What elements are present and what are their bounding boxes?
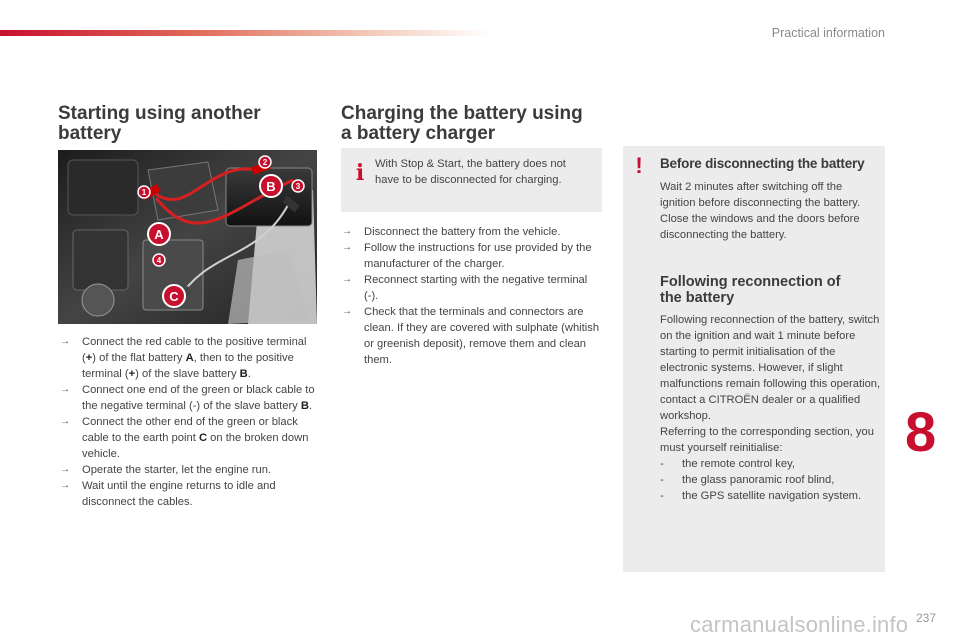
warning-box: [623, 146, 885, 572]
list-item: → Reconnect starting with the negative terminal (-).: [342, 272, 604, 304]
label-4: 4: [156, 256, 162, 265]
list-item: → Wait until the engine returns to idle and disconnect the cables.: [60, 478, 322, 510]
reconnection-text: Following reconnection of the battery, switch on the ignition and wait 1 minute before starting to permit initialisation of the electronic systems. However, if slight malfunctions remain following this operation, contact a CITROËN dealer or a qualified workshop. Referring to the corresponding section, you must yourself reinitialise: - the remote control key, - the glass panoramic roof blind, - the GPS satellite navigation system.: [660, 312, 882, 504]
label-1: 1: [141, 188, 147, 197]
jump-start-photo: [58, 150, 317, 324]
list-item: → Connect the red cable to the positive terminal (+) of the flat battery A, then to the positive terminal (+) of the slave battery B.: [60, 334, 322, 382]
watermark: carmanualsonline.info: [690, 612, 909, 637]
warning-icon: !: [635, 153, 643, 178]
list-item: → Operate the starter, let the engine run.: [60, 462, 322, 478]
info-box: [341, 148, 602, 212]
label-a: A: [154, 227, 164, 242]
info-icon: i: [355, 160, 365, 186]
list-item: → Check that the terminals and connectors are clean. If they are covered with sulphate (whitish or greenish deposit), remove them and clean them.: [342, 304, 604, 368]
list-item: - the remote control key,: [660, 456, 882, 472]
charging-steps: [342, 224, 604, 368]
header-accent-bar: [0, 30, 490, 36]
chapter-number: 8: [905, 400, 937, 463]
section-title: Practical information: [771, 26, 885, 40]
page-number: 237: [915, 611, 936, 625]
heading-charging-battery: Charging the battery using a battery charger: [341, 103, 583, 144]
reinitialise-list: [660, 456, 882, 504]
list-item: → Connect the other end of the green or black cable to the earth point C on the broken down vehicle.: [60, 414, 322, 462]
heading-starting-another-battery: Starting using another battery: [58, 103, 261, 144]
label-2: 2: [262, 158, 268, 167]
list-item: → Connect one end of the green or black cable to the negative terminal (-) of the slave battery B.: [60, 382, 322, 414]
list-item: → Disconnect the battery from the vehicle.: [342, 224, 604, 240]
warning-text: Wait 2 minutes after switching off the ignition before disconnecting the battery. Close the windows and the doors before disconnecting the battery.: [660, 181, 861, 241]
reconnection-title: Following reconnection of the battery: [660, 274, 841, 306]
list-item: - the glass panoramic roof blind,: [660, 472, 882, 488]
list-item: → Follow the instructions for use provided by the manufacturer of the charger.: [342, 240, 604, 272]
label-b: B: [266, 179, 276, 194]
jump-start-steps: [60, 334, 322, 510]
label-c: C: [169, 289, 179, 304]
warning-title: Before disconnecting the battery: [660, 156, 865, 171]
label-3: 3: [295, 182, 301, 191]
info-text: With Stop & Start, the battery does not have to be disconnected for charging.: [375, 158, 566, 186]
list-item: - the GPS satellite navigation system.: [660, 488, 882, 504]
